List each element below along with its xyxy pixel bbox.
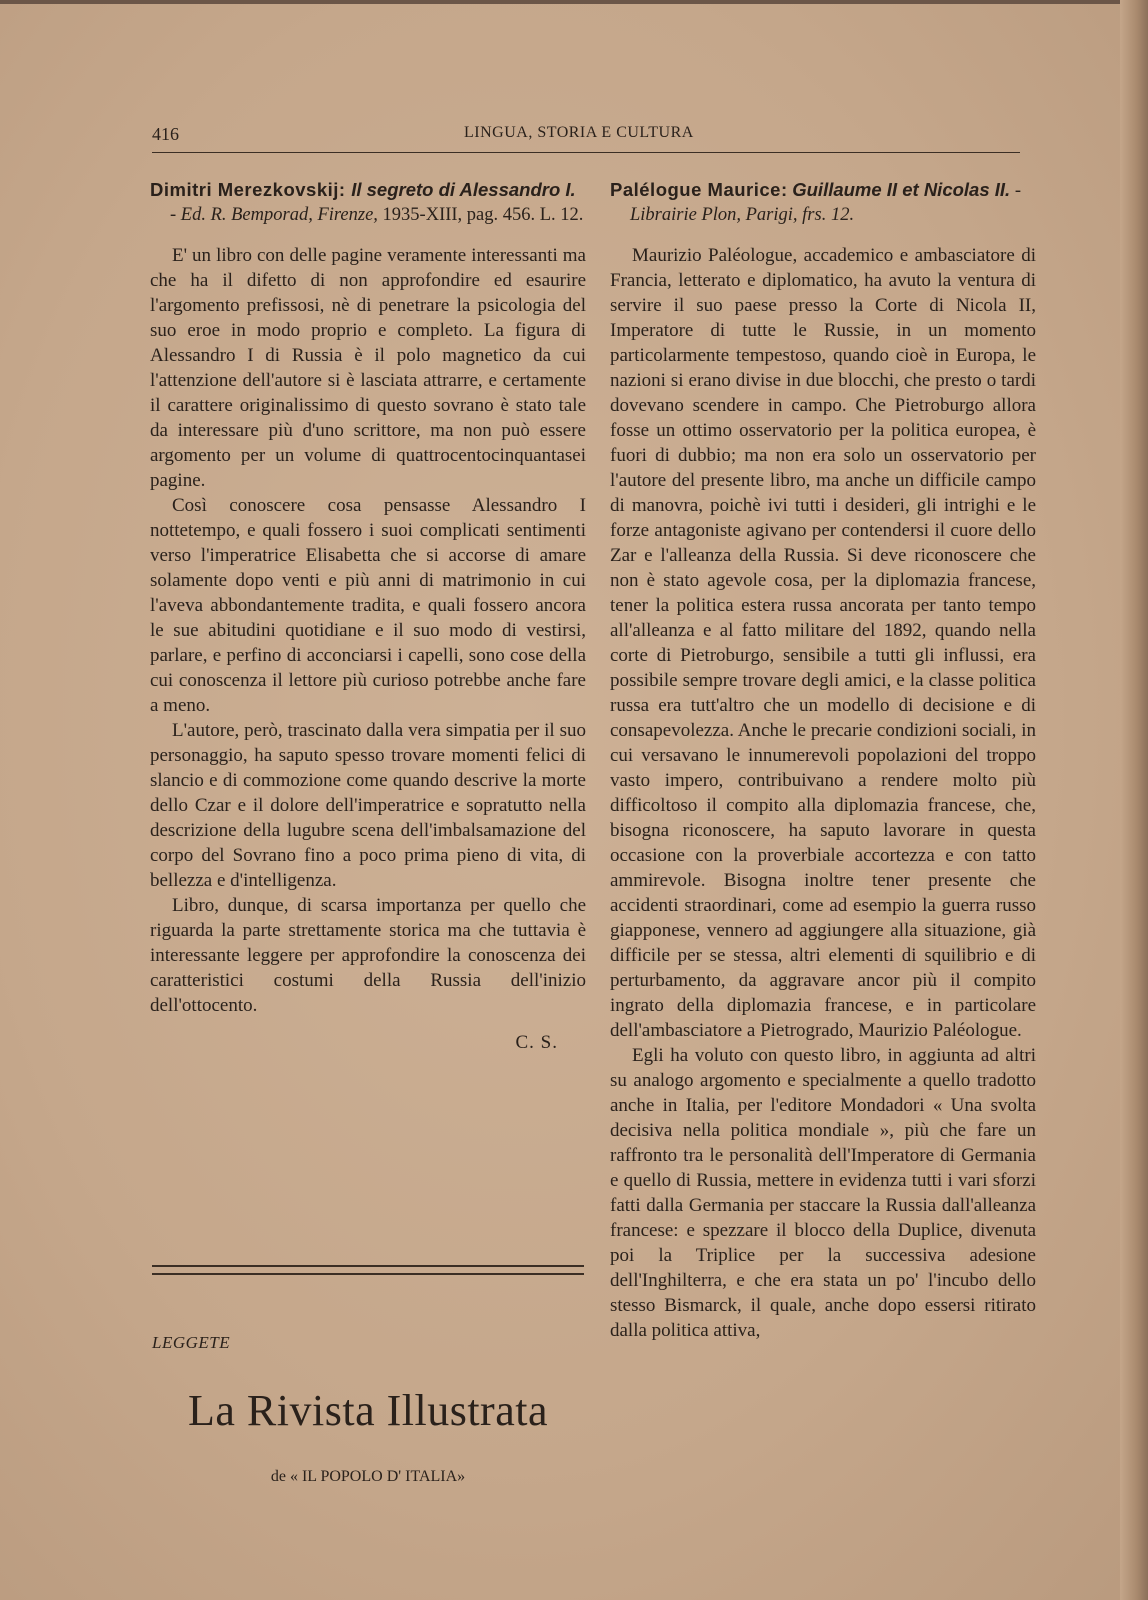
review-paragraph: Egli ha voluto con questo libro, in aggiunta ad altri su analogo argomento e specialmente a quello tradotto anche in Italia, per l'editore Mondadori « Una svolta decisiva nella politica mondiale », più che fare un raffronto tra le personalità dell'Imperatore di Germania e quello di Russia, mettere in evidenza tutti i vari sforzi fatti dalla Germania per staccare la Russia dall'alleanza francese: e spezzare il blocco della Duplice, divenuta poi la Triplice per la successiva adesione dell'Inghilterra, e che era stata un po' l'incubo dello stesso Bismarck, il quale, anche dopo essersi ritirato dalla politica attiva, <box>610 1045 1036 1341</box>
review-paragraph: E' un libro con delle pagine veramente interessanti ma che ha il difetto di non approfondire ed esaurire l'argomento prefissosi, nè di penetrare la psicologia del suo eroe in modo proprio e completo. La figura di Alessandro I di Russia è il polo magnetico da cui l'attenzione dell'autore si è lasciata attrarre, e certamente il carattere originalissimo di questo sovrano è stato tale da interessare più d'uno scrittore, ma non può essere argomento per un volume di quattrocentocinquantasei pagine. <box>150 245 586 491</box>
review-signature: C. S. <box>515 1032 558 1053</box>
review-publisher: - Librairie Plon, Parigi, frs. 12. <box>630 181 1021 225</box>
review-book-title: Il segreto di Alessandro I. <box>351 179 576 200</box>
right-column <box>610 178 1036 1343</box>
review-author: Dimitri Merezkovskij <box>150 179 339 200</box>
page-binding-edge <box>1120 0 1148 1600</box>
left-column <box>150 178 586 1055</box>
review-paragraph: L'autore, però, trascinato dalla vera simpatia per il suo personaggio, ha saputo spesso trovare momenti felici di slancio e di commozione come quando descrive la morte dello Czar e il dolore dell'imperatrice e sopratutto nella descrizione della lugubre scena dell'imbalsamazione del corpo del Sovrano fino a poco prima pieno di vita, di bellezza e d'intelligenza. <box>150 720 586 891</box>
review-paragraph: Libro, dunque, di scarsa importanza per quello che riguarda la parte strettamente storica ma che tuttavia è interessante leggere per approfondire la conoscenza dei caratteristici costumi della Russia dell'inizio dell'ottocento. <box>150 895 586 1016</box>
page-number: 416 <box>152 124 179 144</box>
page-top-edge <box>0 0 1148 4</box>
advert-lead: LEGGETE <box>152 1333 231 1352</box>
review-heading-right <box>610 178 1036 227</box>
advert-title: La Rivista Illustrata <box>188 1386 548 1435</box>
page-header <box>152 124 1020 156</box>
running-head: LINGUA, STORIA E CULTURA <box>464 124 694 141</box>
advert-subtitle: de « IL POPOLO D' ITALIA» <box>270 1468 466 1485</box>
review-book-title: Guillaume II et Nicolas II. <box>792 179 1011 200</box>
review-paragraph: Così conoscere cosa pensasse Alessandro I nottetempo, e quali fossero i suoi complicati sentimenti verso l'imperatrice Elisabetta che si accorse di amare solamente dopo venti e più anni di matrimonio in cui l'aveva abbondantemente tradita, e quali fossero ancora le sue abitudini quotidiane e il suo modo di vestirsi, parlare, e perfino di acconciarsi i capelli, sono cose della cui conoscenza il lettore più curioso potrebbe anche fare a meno. <box>150 495 586 716</box>
section-divider <box>152 1265 584 1275</box>
header-rule <box>152 152 1020 153</box>
review-heading-left: Dimitri Merezkovskij: Il segreto di Alessandro I. - Ed. R. Bemporad, Firenze, 1935-XIII, pag. 456. L. 12. <box>150 179 584 225</box>
review-publisher: - Ed. R. Bemporad, Firenze, <box>170 205 378 225</box>
review-author: Palélogue Maurice: <box>610 179 788 200</box>
review-details: 1935-XIII, pag. 456. L. 12. <box>382 205 584 225</box>
review-paragraph: Maurizio Paléologue, accademico e ambasciatore di Francia, letterato e diplomatico, ha avuto la ventura di servire il suo paese presso la Corte di Nicola II, Imperatore di tutte le Russie, in un momento particolarmente tempestoso, quando cioè in Europa, le nazioni si erano divise in due blocchi, che presto o tardi dovevano scendere in campo. Che Pietroburgo allora fosse un ottimo osservatorio per la politica europea, è fuori di dubbio; ma non era solo un osservatorio per l'autore del presente libro, ma anche un difficile campo di manovra, poichè ivi tutti i desideri, gli intrighi e le forze antagoniste agivano per contendersi il cuore dello Zar e l'alleanza della Russia. Si deve riconoscere che non è stato agevole cosa, per la diplomazia francese, tener la politica estera russa ancorata per tanto tempo all'alleanza e al fatto militare del 1892, quando nella corte di Pietroburgo, sensibile a tutti gli influssi, era possibile sempre trovare degli amici, e la classe politica russa era tutt'altro che un modello di decisione e di consapevolezza. Anche le precarie condizioni sociali, in cui versavano le innumerevoli popolazioni del troppo vasto impero, contribuivano a rendere molto più difficoltoso il compito alla diplomazia francese, che, bisogna riconoscere, ha saputo lavorare in questa occasione con la proverbiale accortezza e con tatto ammirevole. Bisogna inoltre tener presente che accidenti straordinari, come ad esempio la guerra russo giapponese, vennero ad aggiungere alla situazione, già difficile per se stessa, altri elementi di squilibrio e di perturbamento, da aggravare ancor più il compito ingrato della diplomazia francese, e in particolare dell'ambasciatore a Pietrogrado, Maurizio Paléologue. <box>610 245 1036 1041</box>
